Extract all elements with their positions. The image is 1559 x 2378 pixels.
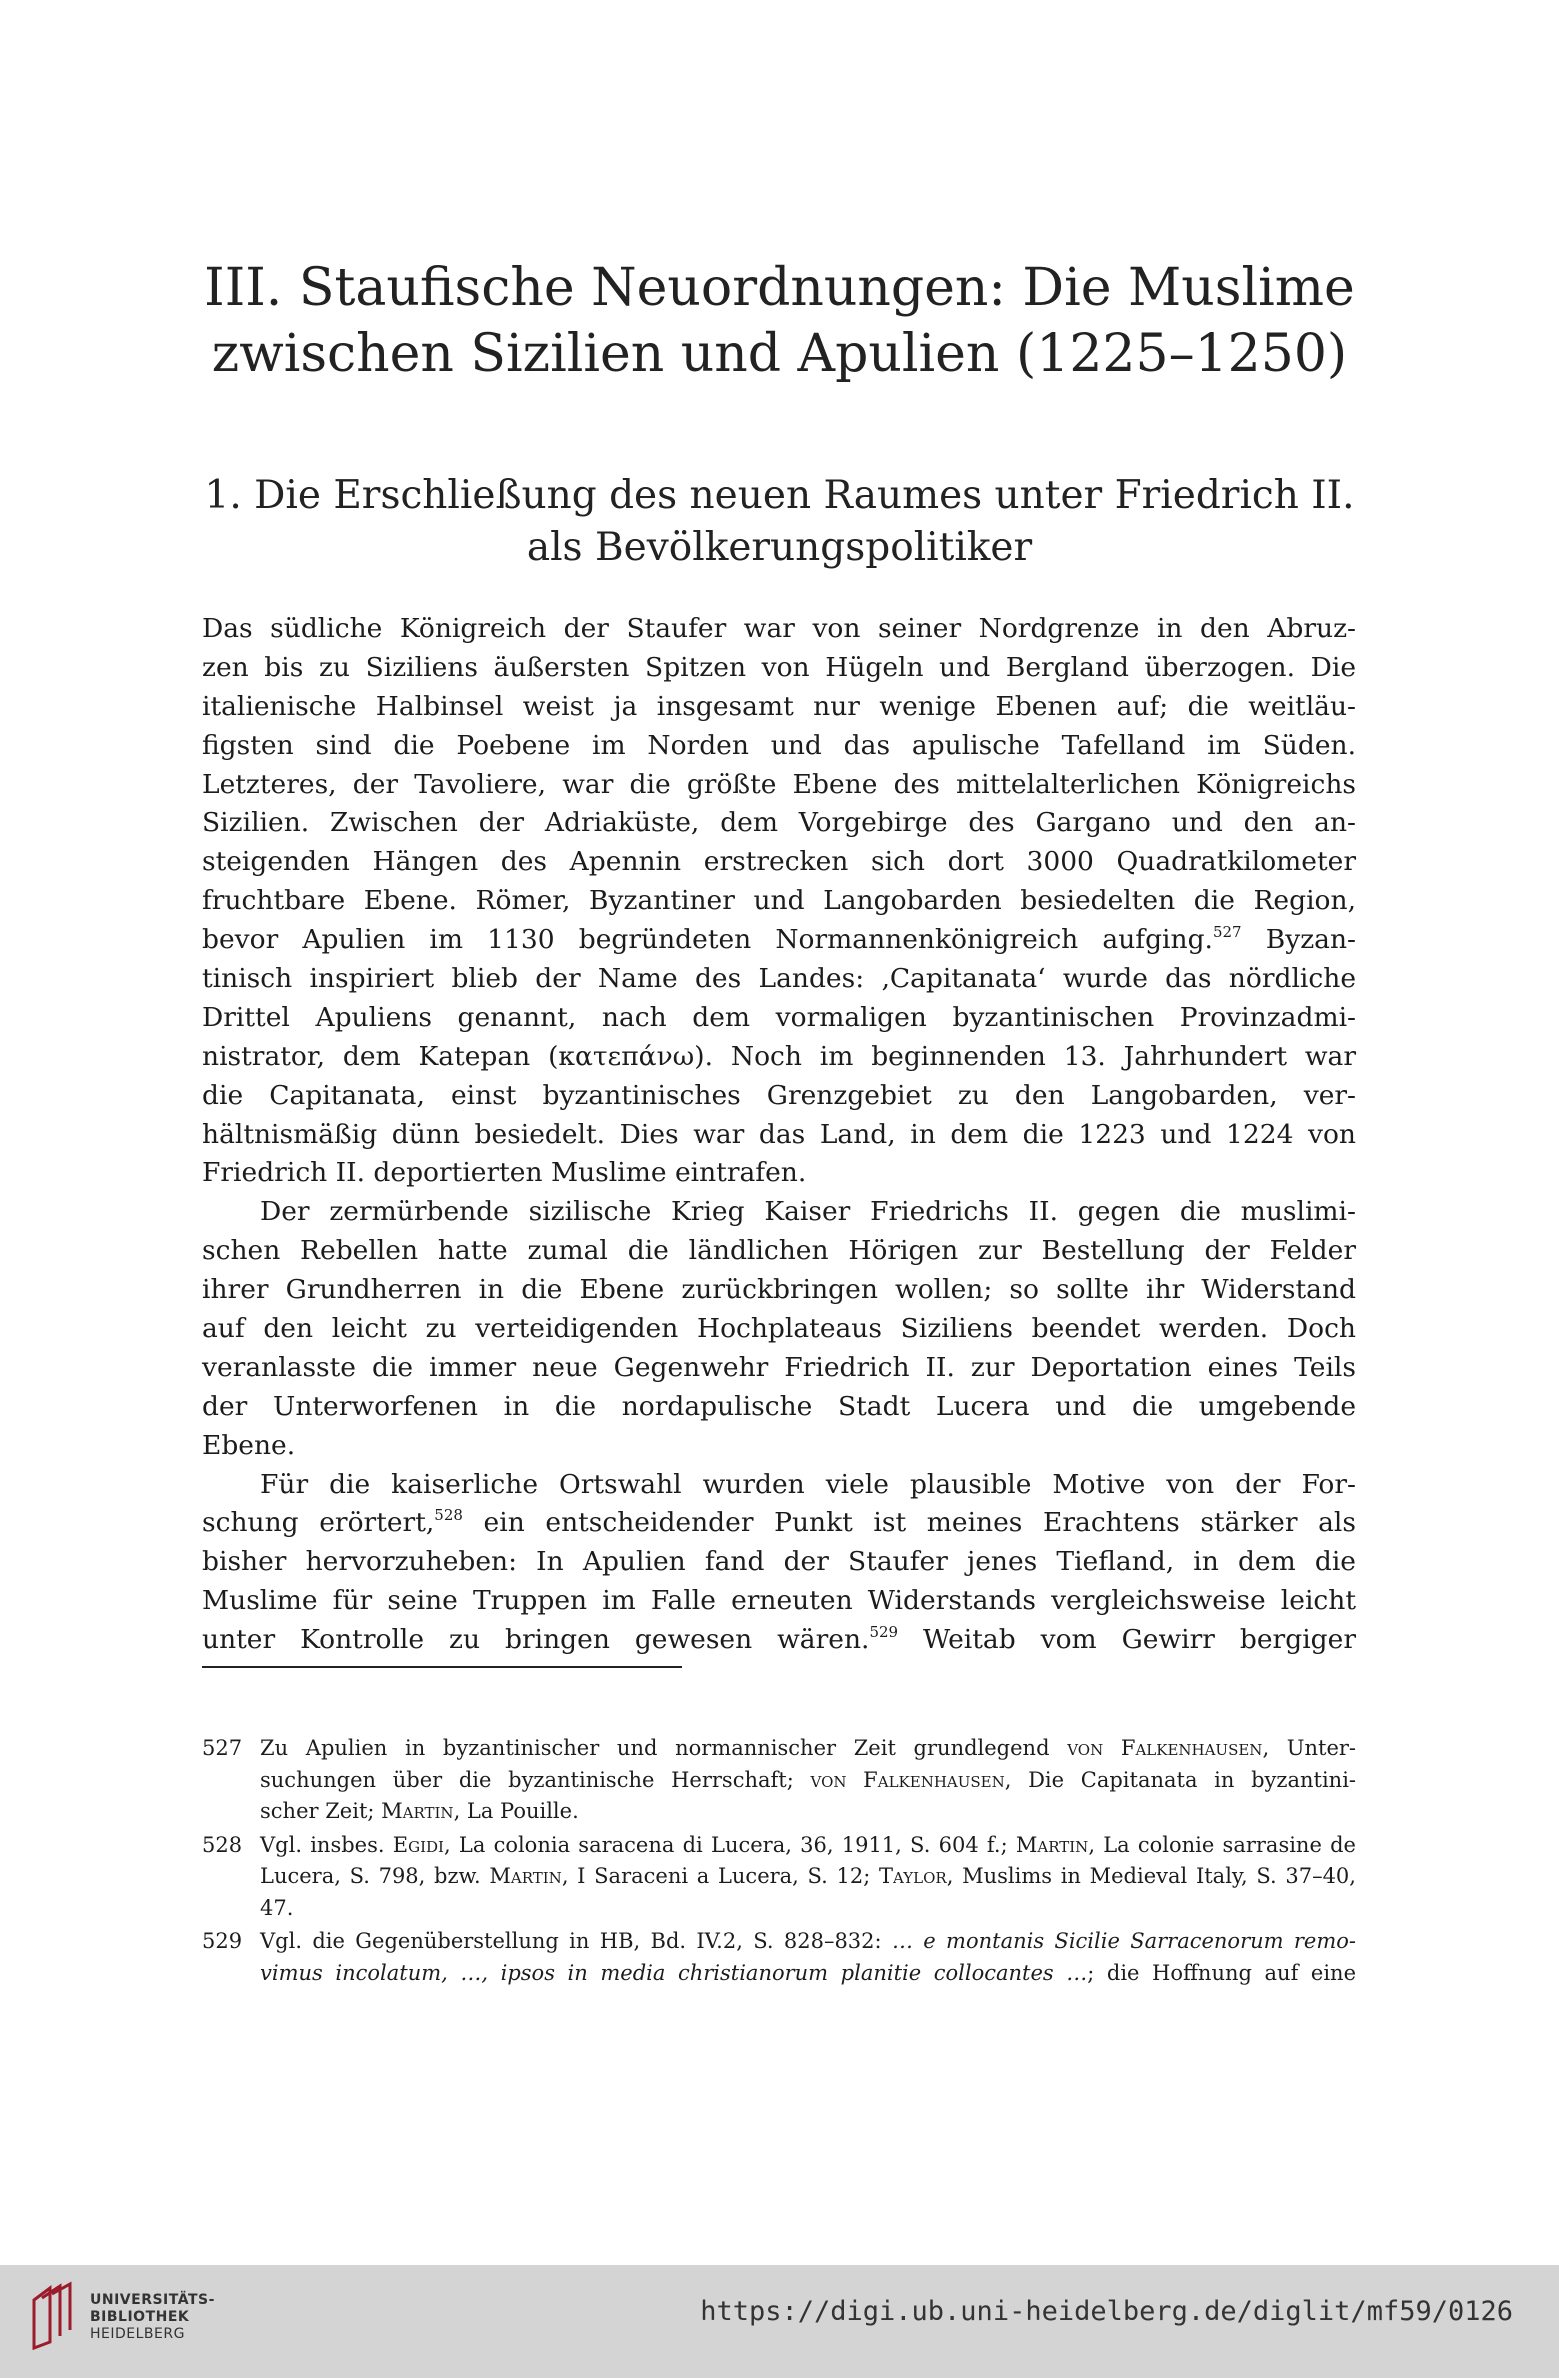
author-name: Martin [489, 1864, 562, 1888]
author-name: von Falkenhausen [810, 1767, 1005, 1792]
section-title [150, 470, 1409, 574]
footnote-number: 528 [202, 1832, 243, 1857]
text-line: steigenden Hängen des Apennin erstrecken sich dort 3000 Quadratkilometer [202, 846, 1356, 878]
text-fragment: schung erörtert, [202, 1507, 435, 1539]
text-line: Muslime für seine Truppen im Falle erneuten Widerstands vergleichsweise leicht [202, 1585, 1356, 1617]
text-line: ihrer Grundherren in die Ebene zurückbringen wollen; so sollte ihr Widerstand [202, 1274, 1356, 1306]
library-logo-text[interactable] [90, 2292, 215, 2343]
text-line: hältnismäßig dünn besiedelt. Dies war das Land, in dem die 1223 und 1224 von [202, 1118, 1356, 1150]
footnote-line [260, 1733, 1356, 1765]
text-line: zen bis zu Siziliens äußersten Spitzen von Hügeln und Bergland überzogen. Die [202, 651, 1356, 683]
text-line: Ebene. [202, 1429, 296, 1461]
text-fragment: unter Kontrolle zu bringen gewesen wären. [202, 1624, 870, 1656]
text-fragment: , La colonia saracena di Lucera, 36, 1911, S. 604 f.; [443, 1832, 1016, 1857]
text-fragment: , La colonie sarrasine de [1088, 1832, 1356, 1857]
page-url[interactable]: https://digi.ub.uni-heidelberg.de/diglit/mf59/0126 [700, 2296, 1513, 2327]
text-fragment: , Unter- [1262, 1736, 1357, 1760]
footnotes [202, 1733, 1356, 1991]
section-title-line: als Bevölkerungspolitiker [526, 525, 1033, 570]
author-name: von Falkenhausen [1067, 1736, 1263, 1760]
text-fragment: Vgl. insbes. [260, 1832, 393, 1857]
text-line: Sizilien. Zwischen der Adriaküste, dem Vorgebirge des Gargano und den an- [202, 807, 1356, 839]
text-fragment: suchungen über die byzantinische Herrschaft; [260, 1767, 811, 1792]
footnote-527 [202, 1733, 1356, 1828]
text-fragment: ein entscheidender Punkt ist meines Erachtens stärker als [483, 1507, 1356, 1539]
text-fragment: , Muslims in Medieval Italy, S. 37–40, [946, 1864, 1356, 1888]
text-fragment: Zu Apulien in byzantinischer und normannischer Zeit grundlegend [260, 1736, 1068, 1760]
text-line: Drittel Apuliens genannt, nach dem vormaligen byzantinischen Provinzadmi- [202, 1001, 1356, 1033]
text-line: figsten sind die Poebene im Norden und das apulische Tafelland im Süden. [202, 729, 1356, 761]
text-fragment: , La Pouille. [453, 1799, 579, 1823]
chapter-title-line: zwischen Sizilien und Apulien (1225–1250) [211, 324, 1348, 384]
footnote-line [260, 1926, 1356, 1958]
body-text [202, 610, 1356, 1660]
text-line: Das südliche Königreich der Staufer war von seiner Nordgrenze in den Abruz- [202, 613, 1356, 644]
library-logo-icon[interactable] [30, 2280, 74, 2350]
text-line: italienische Halbinsel weist ja insgesamt nur wenige Ebenen auf; die weitläu- [202, 690, 1356, 722]
text-fragment: scher Zeit; [260, 1799, 382, 1823]
footnote-number: 527 [202, 1736, 243, 1760]
footnote-divider [202, 1666, 682, 1668]
footnote-line [260, 1830, 1356, 1862]
author-name: Taylor [879, 1864, 947, 1888]
text-fragment: Weitab vom Gewirr bergiger [923, 1624, 1356, 1656]
logo-line: BIBLIOTHEK [90, 2309, 190, 2325]
text-line: Friedrich II. deportierten Muslime eintrafen. [202, 1157, 807, 1189]
text-line: schen Rebellen hatte zumal die ländlichen Hörigen zur Bestellung der Felder [202, 1235, 1356, 1267]
footnote-ref-528[interactable]: 528 [434, 1506, 463, 1525]
text-fragment: Vgl. die Gegenüberstellung in HB, Bd. IV.2, S. 828–832: [260, 1929, 892, 1953]
text-fragment: , I Saraceni a Lucera, S. 12; [561, 1864, 880, 1888]
text-fragment: Byzan- [1265, 924, 1356, 956]
footnote-line [260, 1861, 1356, 1893]
text-line [202, 1504, 1356, 1543]
text-line: Letzteres, der Tavoliere, war die größte Ebene des mittelalterlichen Königreichs [202, 768, 1356, 800]
text-fragment: ; die Hoffnung auf eine [1087, 1960, 1357, 1985]
text-line: tinisch inspiriert blieb der Name des Landes: ‚Capitanata‘ wurde das nördliche [202, 963, 1356, 995]
logo-line: HEIDELBERG [90, 2326, 185, 2342]
footnote-529 [202, 1926, 1356, 1989]
text-line: nistrator, dem Katepan (κατεπάνω). Noch im beginnenden 13. Jahrhundert war [202, 1040, 1356, 1072]
author-name: Martin [1015, 1832, 1089, 1857]
footnote-ref-529[interactable]: 529 [869, 1623, 899, 1642]
text-line: veranlasste die immer neue Gegenwehr Friedrich II. zur Deportation eines Teils [202, 1351, 1356, 1383]
footnote-line: 47. [260, 1895, 294, 1920]
footnote-line [260, 1796, 1356, 1828]
text-line: der Unterworfenen in die nordapulische Stadt Lucera und die umgebende [202, 1390, 1356, 1422]
text-line [202, 921, 1356, 960]
chapter-title [150, 255, 1409, 387]
text-fragment: , Die Capitanata in byzantini- [1004, 1767, 1357, 1792]
text-line: die Capitanata, einst byzantinisches Grenzgebiet zu den Langobarden, ver- [202, 1079, 1356, 1111]
text-line [202, 1621, 1356, 1660]
section-title-line: 1. Die Erschließung des neuen Raumes unter Friedrich II. [204, 473, 1355, 518]
footnote-line [260, 1958, 1356, 1990]
text-line: Für die kaiserliche Ortswahl wurden viele plausible Motive von der For- [260, 1468, 1356, 1500]
footnote-number: 529 [202, 1929, 243, 1953]
author-name: Martin [381, 1799, 454, 1823]
text-line: bisher hervorzuheben: In Apulien fand der Staufer jenes Tiefland, in dem die [202, 1546, 1356, 1578]
chapter-title-line: III. Staufische Neuordnungen: Die Muslime [204, 258, 1355, 318]
text-line: fruchtbare Ebene. Römer, Byzantiner und Langobarden besiedelten die Region, [202, 885, 1356, 917]
text-fragment: Lucera, S. 798, bzw. [260, 1864, 490, 1888]
text-line: Der zermürbende sizilische Krieg Kaiser Friedrichs II. gegen die muslimi- [260, 1196, 1356, 1228]
logo-line: UNIVERSITÄTS- [90, 2292, 215, 2308]
text-fragment: bevor Apulien im 1130 begründeten Normannenkönigreich aufging. [202, 924, 1213, 956]
footnote-528 [202, 1830, 1356, 1925]
latin-quote: … e montanis Sicilie Sarracenorum remo- [891, 1929, 1356, 1953]
footnote-ref-527[interactable]: 527 [1212, 923, 1242, 942]
author-name: Egidi [392, 1832, 444, 1857]
footnote-line [260, 1765, 1356, 1797]
text-line: auf den leicht zu verteidigenden Hochplateaus Siziliens beendet werden. Doch [202, 1313, 1356, 1345]
latin-quote: vimus incolatum, …, ipsos in media christianorum planitie collocantes … [260, 1960, 1088, 1985]
